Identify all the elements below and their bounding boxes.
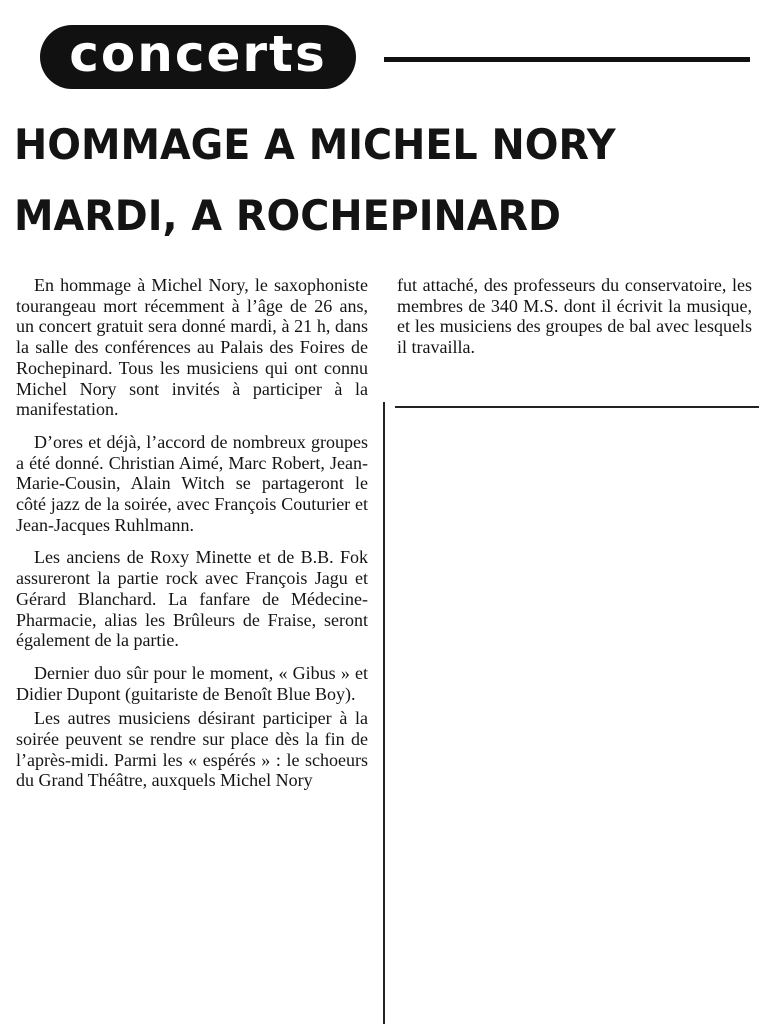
column-divider xyxy=(383,402,385,1024)
article-paragraph: En hommage à Michel Nory, le saxophoniste tourangeau mort récemment à l’âge de 26 ans, un concert gratuit sera donné mardi, à 21 h, dans la salle des conférences au Palais des Foires de Rochepinard. Tous les musiciens qui ont connu Michel Nory sont invités à participer à la manifestation. xyxy=(16,275,368,420)
section-badge xyxy=(40,25,356,89)
headline-line-1: HOMMAGE A MICHEL NORY xyxy=(14,120,616,169)
article-column-right xyxy=(397,275,752,358)
section-badge-label: concerts xyxy=(69,25,327,83)
article-paragraph: D’ores et déjà, l’accord de nombreux groupes a été donné. Christian Aimé, Marc Robert, Jean-Marie-Cousin, Alain Witch se partageront le côté jazz de la soirée, avec François Couturier et Jean-Jacques Ruhlmann. xyxy=(16,431,368,535)
article-paragraph-continued: fut attaché, des professeurs du conservatoire, les membres de 340 M.S. dont il écrivit la musique, et les musiciens des groupes de bal avec lesquels il travailla. xyxy=(397,275,752,358)
header-rule xyxy=(384,57,750,62)
article-column-left xyxy=(16,275,368,791)
article-end-rule xyxy=(395,406,759,408)
article-paragraph: Les autres musiciens désirant participer à la soirée peuvent se rendre sur place dès la fin de l’après-midi. Parmi les « espérés » : le schoeurs du Grand Théâtre, auxquels Michel Nory xyxy=(16,708,368,791)
article-paragraph: Les anciens de Roxy Minette et de B.B. Fok assureront la partie rock avec François Jagu et Gérard Blanchard. La fanfare de Médecine-Pharmacie, alias les Brûleurs de Fraise, seront également de la partie. xyxy=(16,547,368,651)
headline-line-2: MARDI, A ROCHEPINARD xyxy=(14,191,561,240)
article-paragraph: Dernier duo sûr pour le moment, « Gibus » et Didier Dupont (guitariste de Benoît Blue Boy). xyxy=(16,662,368,704)
